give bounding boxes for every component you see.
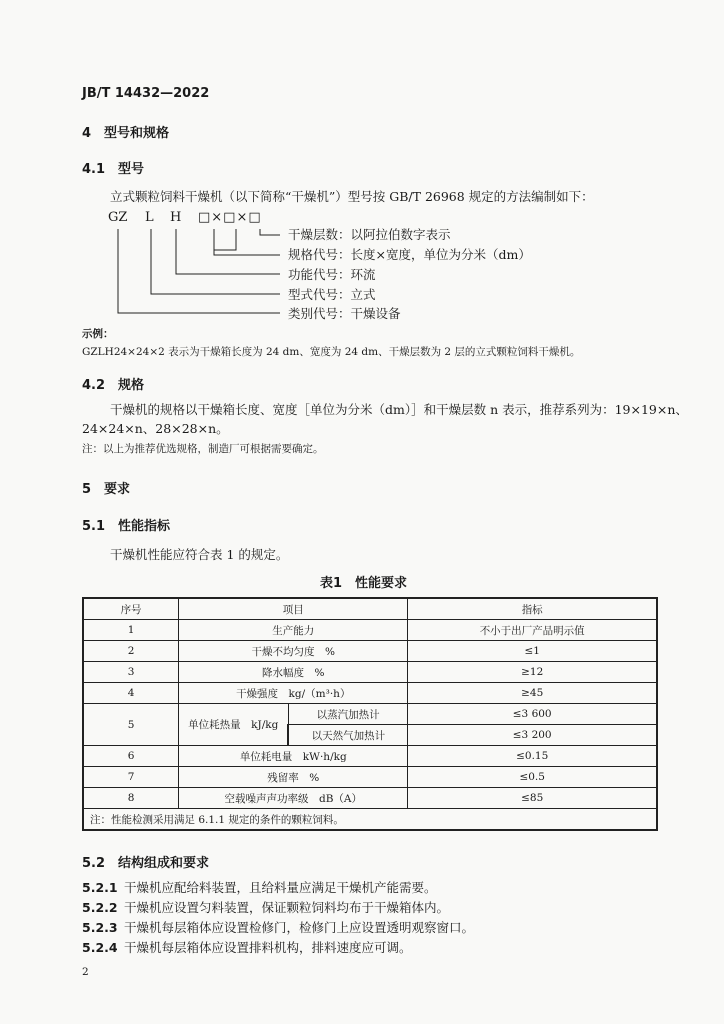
clause-number: 5.2.2 — [82, 900, 118, 915]
cell-no: 8 — [83, 788, 179, 809]
clause-text: 干燥机应配给料装置，且给料量应满足干燥机产能需要。 — [124, 880, 437, 895]
section-4-1-title: 4.1 型号 — [82, 162, 145, 177]
section-4-title: 4 型号和规格 — [82, 126, 170, 141]
page-number: 2 — [82, 966, 89, 978]
cell-value: 不小于出厂产品明示值 — [408, 620, 657, 641]
section-4-2-title: 4.2 规格 — [82, 378, 145, 393]
table-caption: 表1 性能要求 — [320, 576, 408, 591]
example-text: GZLH24×24×2 表示为干燥箱长度为 24 dm、宽度为 24 dm、干燥层数为 2 层的立式颗粒饲料干燥机。 — [82, 346, 581, 358]
cell-value: ≤0.5 — [408, 767, 657, 788]
table-row — [83, 641, 657, 662]
clause-text: 干燥机每层箱体应设置检修门，检修门上应设置透明观察窗口。 — [124, 920, 475, 935]
section-4-1-intro: 立式颗粒饲料干燥机（以下简称“干燥机”）型号按 GB/T 26968 规定的方法编制如下： — [110, 189, 594, 204]
cell-item: 残留率 % — [179, 767, 408, 788]
cell-no: 4 — [83, 683, 179, 704]
cell-no: 5 — [83, 704, 179, 746]
cell-no: 3 — [83, 662, 179, 683]
cell-no: 7 — [83, 767, 179, 788]
standard-number: JB/T 14432—2022 — [82, 86, 210, 101]
header-no: 序号 — [83, 598, 179, 620]
label-category: 类别代号：干燥设备 — [288, 306, 401, 321]
table-note: 注：性能检测采用满足 6.1.1 规定的条件的颗粒饲料。 — [83, 809, 657, 831]
section-4-2-note: 注：以上为推荐优选规格，制造厂可根据需要确定。 — [82, 443, 324, 455]
table-row — [83, 704, 657, 725]
section-5-1-title: 5.1 性能指标 — [82, 519, 171, 534]
clause-number: 5.2.4 — [82, 940, 118, 955]
cell-value: ≤0.15 — [408, 746, 657, 767]
cell-no: 6 — [83, 746, 179, 767]
code-function: H — [170, 210, 182, 225]
header-item: 项目 — [179, 598, 408, 620]
cell-item: 干燥强度 kg/（m³·h） — [179, 683, 408, 704]
section-5-2-title: 5.2 结构组成和要求 — [82, 856, 210, 871]
table-row — [83, 767, 657, 788]
section-4-2-line1: 干燥机的规格以干燥箱长度、宽度［单位为分米（dm）］和干燥层数 n 表示，推荐系列为：19×19×n、 — [110, 402, 688, 417]
designation-bracket-lines — [100, 226, 290, 318]
clause-number: 5.2.1 — [82, 880, 118, 895]
clause-5-2-1 — [82, 878, 437, 896]
cell-value: ≤3 600 — [408, 704, 657, 725]
cell-value: ≥12 — [408, 662, 657, 683]
clause-5-2-2 — [82, 898, 449, 916]
code-category: GZ — [108, 210, 128, 225]
label-layers: 干燥层数：以阿拉伯数字表示 — [288, 227, 451, 242]
cell-no: 2 — [83, 641, 179, 662]
cell-value: ≤1 — [408, 641, 657, 662]
table-row — [83, 620, 657, 641]
cell-item: 空载噪声声功率级 dB（A） — [179, 788, 408, 809]
label-type: 型式代号：立式 — [288, 287, 376, 302]
table-row — [83, 683, 657, 704]
cell-item: 单位耗电量 kW·h/kg — [179, 746, 408, 767]
label-function: 功能代号：环流 — [288, 267, 376, 282]
clause-text: 干燥机每层箱体应设置排料机构，排料速度应可调。 — [124, 940, 412, 955]
code-type: L — [145, 210, 154, 225]
section-5-1-text: 干燥机性能应符合表 1 的规定。 — [110, 547, 289, 562]
clause-5-2-3 — [82, 918, 474, 936]
clause-text: 干燥机应设置匀料装置，保证颗粒饲料均布于干燥箱体内。 — [124, 900, 450, 915]
table-row — [83, 662, 657, 683]
cell-item: 降水幅度 % — [179, 662, 408, 683]
code-dimensions: □×□×□ — [198, 210, 262, 225]
table-row — [83, 788, 657, 809]
clause-5-2-4 — [82, 938, 412, 956]
label-spec: 规格代号：长度×宽度，单位为分米（dm） — [288, 247, 531, 262]
cell-item: 生产能力 — [179, 620, 408, 641]
example-title: 示例： — [82, 328, 114, 340]
table-header-row — [83, 598, 657, 620]
header-value: 指标 — [408, 598, 657, 620]
cell-value: ≤85 — [408, 788, 657, 809]
cell-subitem: 以天然气加热计 — [288, 725, 408, 746]
section-4-2-line2: 24×24×n、28×28×n。 — [82, 421, 229, 436]
clause-number: 5.2.3 — [82, 920, 118, 935]
cell-item: 单位耗热量 kJ/kg — [179, 704, 289, 746]
table-row — [83, 746, 657, 767]
cell-no: 1 — [83, 620, 179, 641]
cell-value: ≥45 — [408, 683, 657, 704]
cell-item: 干燥不均匀度 % — [179, 641, 408, 662]
section-5-title: 5 要求 — [82, 482, 131, 497]
performance-table — [82, 597, 658, 831]
cell-value: ≤3 200 — [408, 725, 657, 746]
table-note-row — [83, 809, 657, 831]
cell-subitem: 以蒸汽加热计 — [288, 704, 408, 725]
